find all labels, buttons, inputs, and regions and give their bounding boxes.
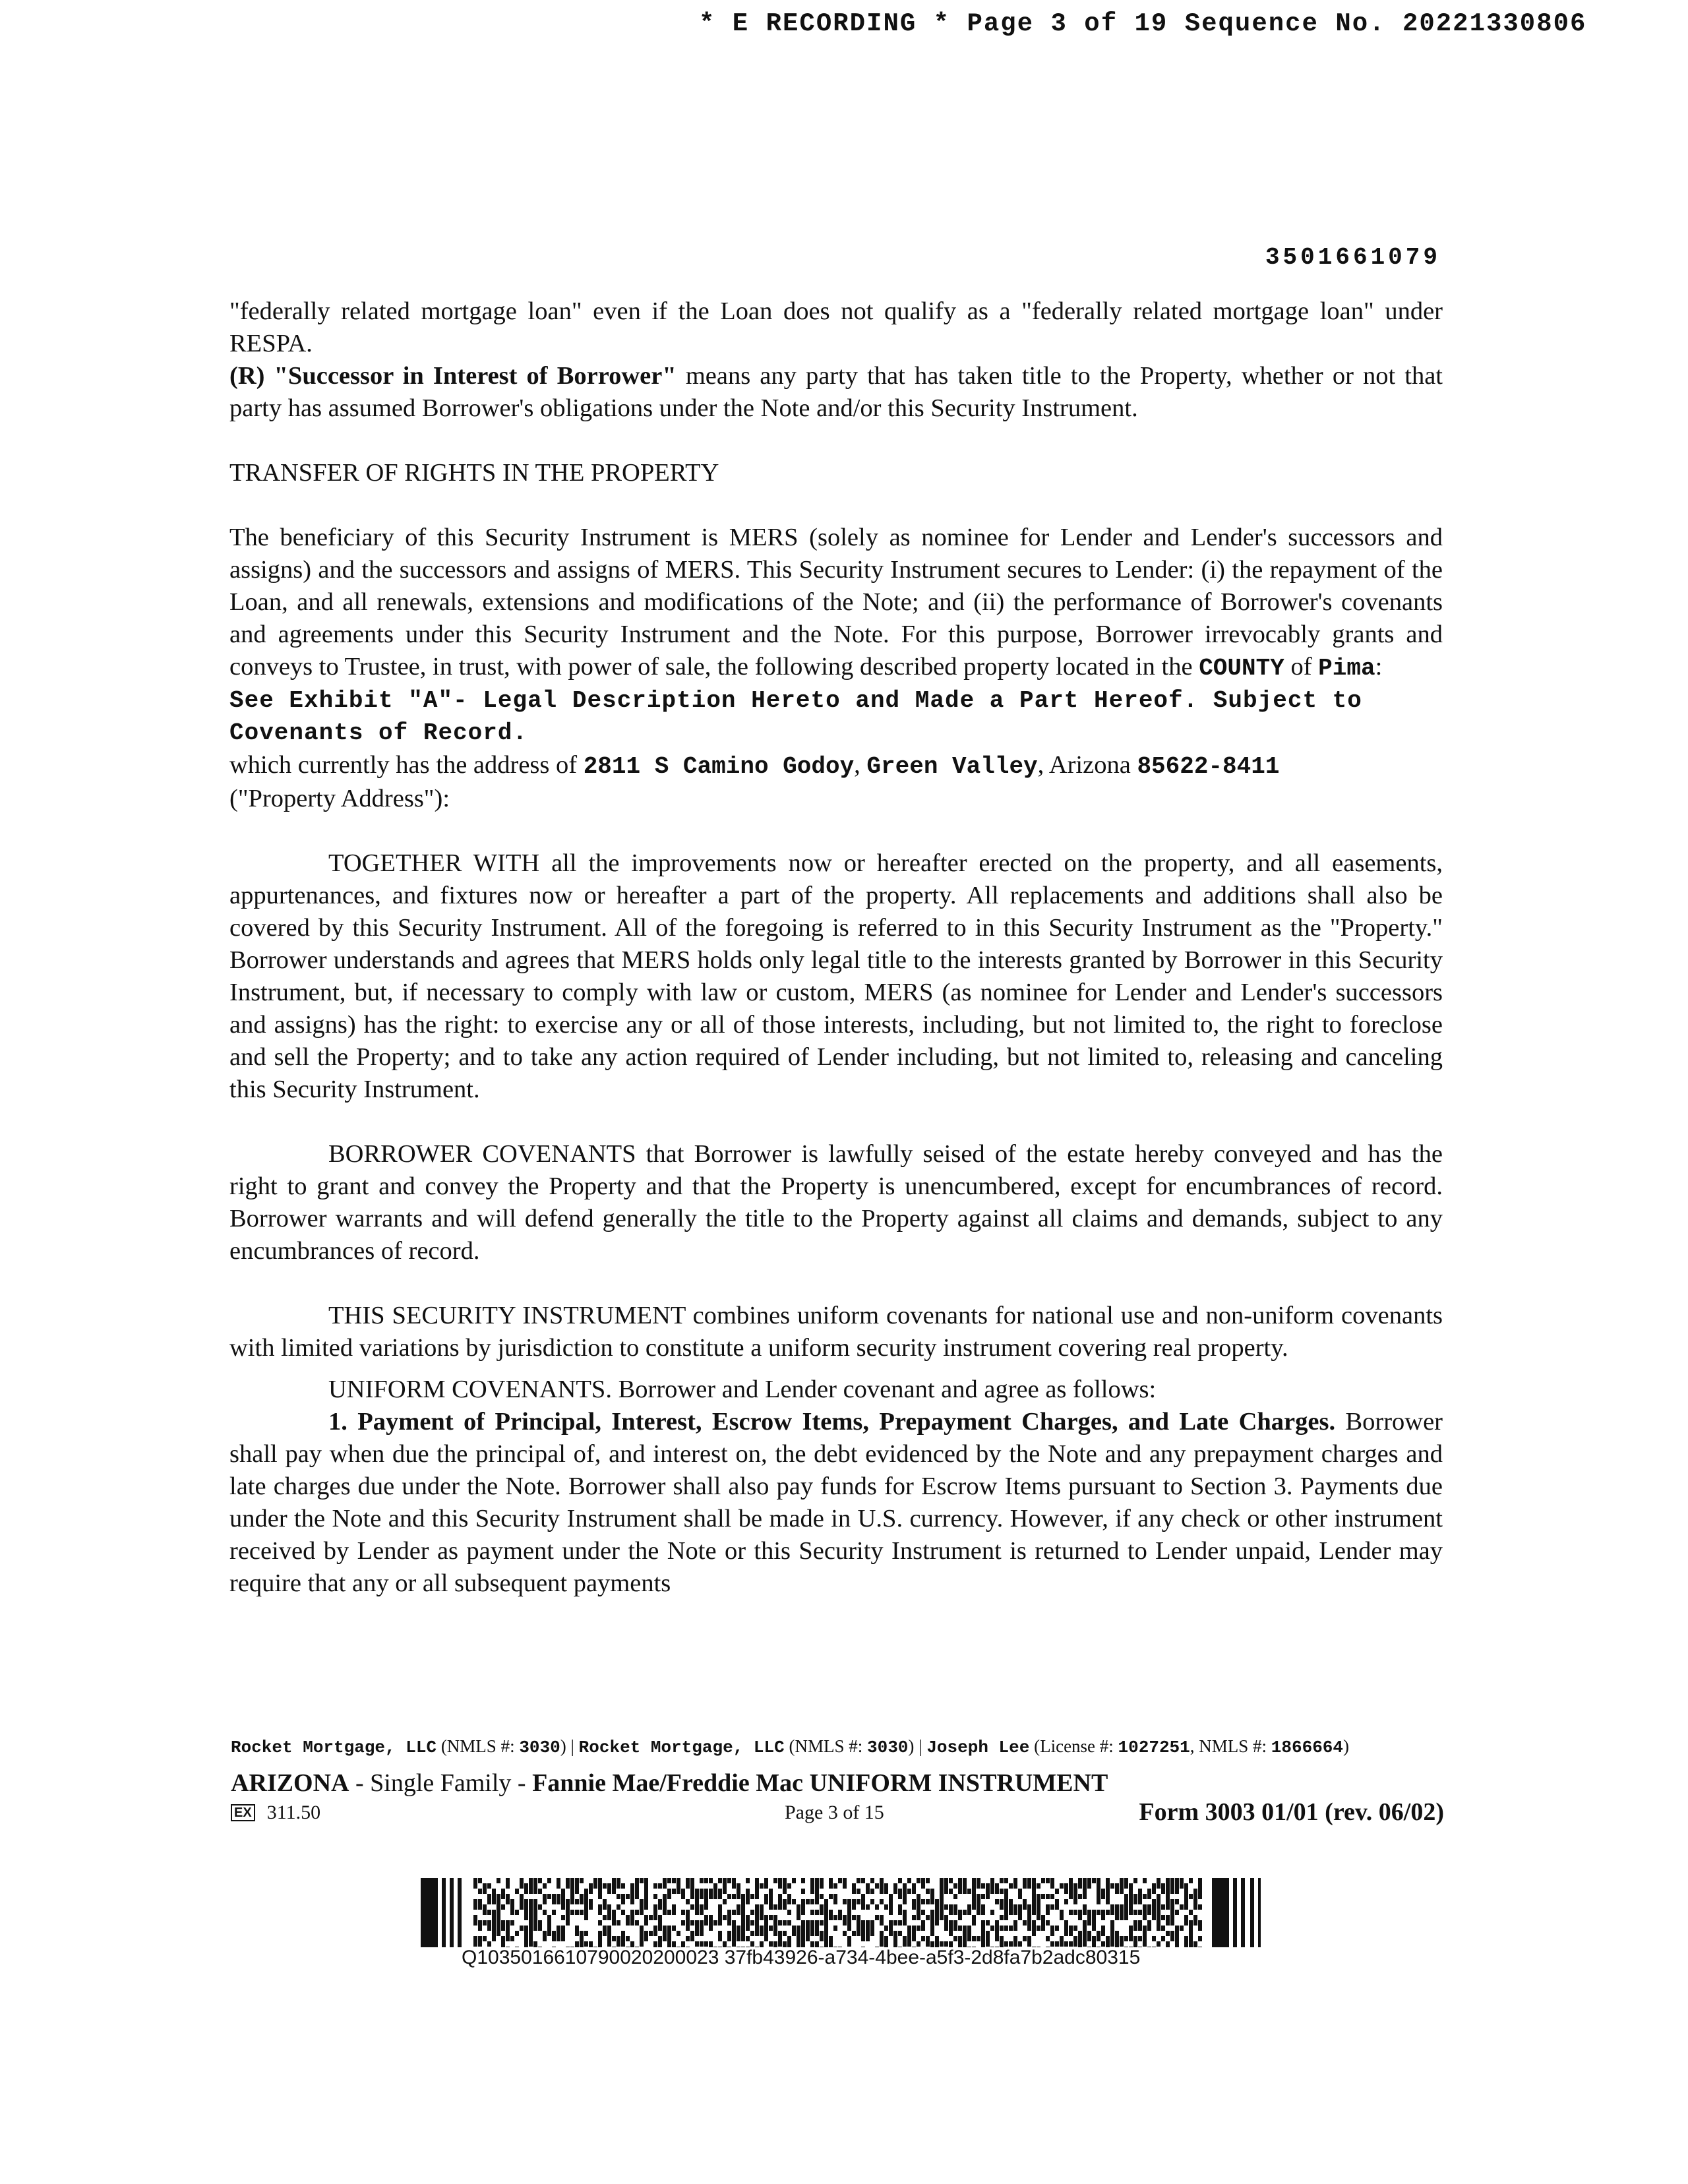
page-indicator: Page 3 of 15	[785, 1802, 884, 1823]
state-name: ARIZONA	[231, 1769, 349, 1797]
license-label: (License #:	[1029, 1736, 1118, 1756]
barcode-image	[421, 1878, 1265, 1947]
together-with-paragraph: TOGETHER WITH all the improvements now or hereafter erected on the property, and all easements, appurtenances, and fixtures now or hereafter a part of the property. All replacements and additions shall also be covered by this Security Instrument. All of the foregoing is referred to in this Security Instrument as the "Property." Borrower understands and agrees that MERS holds only legal title to the interests granted by Borrower in this Security Instrument, but, if necessary to comply with law or custom, MERS (as nominee for Lender and Lender's successors and assigns) has the right: to exercise any or all of those interests, including, but not limited to, the right to foreclose and sell the Property; and to take any action required of Lender including, but not limited to, releasing and canceling this Security Instrument.	[229, 849, 1443, 1103]
section-1-heading: 1. Payment of Principal, Interest, Escrow Items, Prepayment Charges, and Late Charges.	[328, 1408, 1336, 1436]
loan-originator: Joseph Lee	[926, 1738, 1030, 1757]
nmls-number: 3030	[866, 1738, 909, 1757]
ex-logo: EX	[231, 1804, 255, 1821]
nmls-number: 1866664	[1271, 1738, 1344, 1757]
exhibit-reference: See Exhibit "A"- Legal Description Hereto and Made a Part Hereof. Subject to Covenants of Record.	[229, 687, 1362, 746]
transfer-text: The beneficiary of this Security Instrument is MERS (solely as nominee for Lender and Lender's successors and assigns) and the successors and assigns of MERS. This Security Instrument secures to Lender: (i) the repayment of the Loan, and all renewals, extensions and modifications of the Note; and (ii) the performance of Borrower's covenants and agreements under this Security Instrument and the Note. For this purpose, Borrower irrevocably grants and conveys to Trustee, in trust, with power of sale, the following described property located in the	[229, 524, 1443, 681]
of-word: of	[1284, 653, 1319, 681]
county-name: Pima	[1318, 655, 1375, 682]
barcode-text: Q1035016610790020200023 37fb43926-a734-4bee-a5f3-2d8fa7b2adc80315	[462, 1947, 1141, 1968]
close-paren: )	[1343, 1736, 1350, 1756]
loan-number: 3501661079	[1265, 244, 1441, 271]
definition-successor	[229, 360, 1443, 425]
transfer-heading: TRANSFER OF RIGHTS IN THE PROPERTY	[229, 459, 719, 487]
recording-header: * E RECORDING * Page 3 of 19 Sequence No. 20221330806	[699, 9, 1587, 38]
form-code	[231, 1802, 320, 1824]
form-info-row	[231, 1798, 1444, 1831]
form-number: Form 3003 01/01 (rev. 06/02)	[1139, 1798, 1444, 1826]
property-zip: 85622-8411	[1137, 753, 1280, 780]
transfer-paragraph: The beneficiary of this Security Instrument is MERS (solely as nominee for Lender and Lender's successors and assigns) and the successors and assigns of MERS. This Security Instrument secures to Lender: (i) the repayment of the Loan, and all renewals, extensions and modifications of the Note; and (ii) the performance of Borrower's covenants and agreements under this Security Instrument and the Note. For this purpose, Borrower irrevocably grants and conveys to Trustee, in trust, with power of sale, the following described property located in the COUNTY of Pima:	[229, 524, 1443, 682]
security-instrument-paragraph: THIS SECURITY INSTRUMENT combines uniform covenants for national use and non-uniform covenants with limited variations by jurisdiction to constitute a uniform security instrument covering real property.	[229, 1302, 1443, 1362]
uniform-instrument-title: Fannie Mae/Freddie Mac UNIFORM INSTRUMENT	[532, 1769, 1108, 1797]
property-state: Arizona	[1048, 751, 1131, 779]
nmls-label: , NMLS #:	[1190, 1736, 1271, 1756]
property-street: 2811 S Camino Godoy	[583, 753, 855, 780]
lender-disclosure	[231, 1734, 1444, 1759]
separator: ) |	[908, 1736, 927, 1756]
borrower-covenants-paragraph: BORROWER COVENANTS that Borrower is lawfully seised of the estate hereby conveyed and has the right to grant and convey the Property and that the Property is unencumbered, except for encumbrances of record. Borrower warrants and will defend generally the title to the Property against all claims and demands, subject to any encumbrances of record.	[229, 1140, 1443, 1265]
uniform-covenants-intro: UNIFORM COVENANTS. Borrower and Lender covenant and agree as follows:	[328, 1376, 1157, 1403]
document-footer	[231, 1734, 1444, 1831]
property-city: Green Valley	[866, 753, 1038, 780]
nmls-label: (NMLS #:	[437, 1736, 520, 1756]
nmls-label: (NMLS #:	[784, 1736, 867, 1756]
paragraph-federally-related: "federally related mortgage loan" even if the Loan does not qualify as a "federally related mortgage loan" under RESPA.	[229, 297, 1443, 357]
form-type: - Single Family -	[349, 1769, 533, 1797]
county-label: COUNTY	[1199, 655, 1284, 682]
address-intro: which currently has the address of	[229, 751, 584, 779]
section-1-text: Borrower shall pay when due the principal of, and interest on, the debt evidenced by the Note and any prepayment charges and late charges due under the Note. Borrower shall also pay funds for Escrow Items pursuant to Section 3. Payments due under the Note and this Security Instrument shall be made in U.S. currency. However, if any check or other instrument received by Lender as payment under the Note or this Security Instrument is returned to Lender unpaid, Lender may require that any or all subsequent payments	[229, 1408, 1443, 1597]
license-number: 1027251	[1118, 1738, 1190, 1757]
lender-name: Rocket Mortgage, LLC	[578, 1738, 785, 1757]
form-code-number: 311.50	[266, 1802, 321, 1823]
section-1-paragraph	[229, 1406, 1443, 1600]
property-address-label: ("Property Address"):	[229, 785, 450, 812]
separator: ) |	[560, 1736, 579, 1756]
nmls-number: 3030	[519, 1738, 560, 1757]
address-line: which currently has the address of 2811 S Camino Godoy, Green Valley, Arizona 85622-8411	[229, 751, 1280, 780]
lender-name: Rocket Mortgage, LLC	[231, 1738, 437, 1757]
definition-text: means any party that has taken title to the Property, whether or not that party has assumed Borrower's obligations under the Note and/or this Security Instrument.	[229, 362, 1443, 422]
definition-term: (R) "Successor in Interest of Borrower"	[229, 362, 677, 390]
document-body	[229, 295, 1443, 1600]
form-title	[231, 1769, 1444, 1798]
